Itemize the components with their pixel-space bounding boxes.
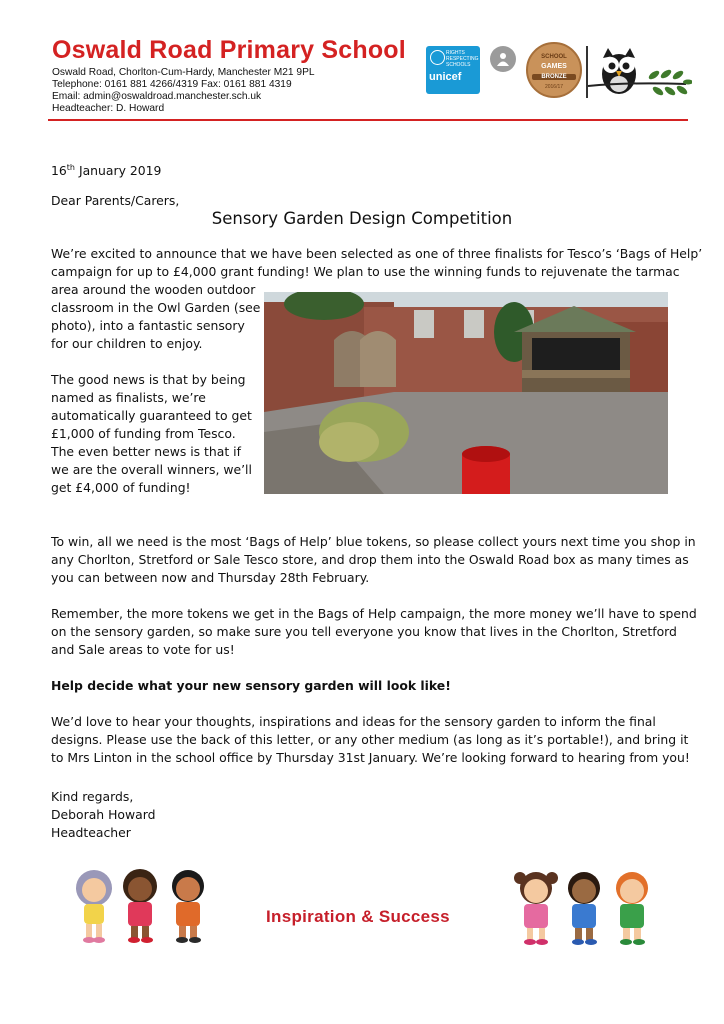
unicef-logo [426, 46, 480, 94]
intro-line: campaign for up to £4,000 grant funding! We plan to use the winning funds to rejuvenate the tarmac [51, 264, 680, 279]
school-email: Email: admin@oswaldroad.manchester.sch.uk [52, 91, 262, 102]
win-line: any Chorlton, Stretford or Sale Tesco store, and drop them into the Oswald Road box as many times as [51, 552, 689, 567]
wrap-line: area around the wooden outdoor [51, 282, 256, 297]
signoff-line: Kind regards, [51, 789, 134, 804]
letter-date: 16th January 2019 [51, 162, 162, 178]
remember-line: and Sale areas to vote for us! [51, 642, 235, 657]
wrap-line: for our children to enjoy. [51, 336, 203, 351]
ideas-line: designs. Please use the back of this letter, or any other medium (as long as it’s portable!), and bring it [51, 732, 689, 747]
grey-badge-logo [487, 46, 519, 94]
header-divider [48, 119, 688, 121]
unicef-name: unicef [429, 71, 462, 83]
school-games-logo [526, 42, 582, 98]
good-news-line: named as finalists, we’re [51, 390, 206, 405]
leaf-branch-icon [588, 64, 692, 100]
school-telephone: Telephone: 0161 881 4266/4319 Fax: 0161 881 4319 [52, 79, 292, 90]
unicef-small-text: RIGHTS RESPECTING SCHOOLS [446, 50, 479, 68]
win-line: To win, all we need is the most ‘Bags of Help’ blue tokens, so please collect yours next time you shop in [51, 534, 696, 549]
ideas-line: We’d love to hear your thoughts, inspirations and ideas for the sensory garden to inform the final [51, 714, 656, 729]
salutation: Dear Parents/Carers, [51, 193, 180, 208]
ideas-line: to Mrs Linton in the school office by Thursday 31st January. We’re looking forward to hearing from you! [51, 750, 690, 765]
wrap-line: photo), into a fantastic sensory [51, 318, 245, 333]
good-news-line: £1,000 of funding from Tesco. [51, 426, 236, 441]
good-news-line: we are the overall winners, we’ll [51, 462, 252, 477]
games-level-text: BRONZE [532, 74, 576, 80]
intro-line: We’re excited to announce that we have been selected as one of three finalists for Tesco’s ‘Bags of Help’ [51, 246, 703, 261]
school-headteacher: Headteacher: D. Howard [52, 103, 165, 114]
games-top-text: SCHOOL [541, 54, 567, 60]
good-news-line: The good news is that by being [51, 372, 246, 387]
games-mid-text: GAMES [541, 63, 567, 70]
signoff-role: Headteacher [51, 825, 131, 840]
letter-title: Sensory Garden Design Competition [211, 209, 513, 228]
good-news-line: The even better news is that if [51, 444, 241, 459]
school-address: Oswald Road, Chorlton-Cum-Hardy, Manchester M21 9PL [52, 67, 315, 78]
signoff-name: Deborah Howard [51, 807, 156, 822]
children-illustration-right [510, 868, 660, 950]
remember-line: on the sensory garden, so make sure you tell everyone you know that lives in the Chorlton, Stretford [51, 624, 677, 639]
children-illustration-left [70, 866, 220, 948]
school-motto: Inspiration & Success [266, 907, 450, 926]
remember-line: Remember, the more tokens we get in the Bags of Help campaign, the more money we’ll have to spend [51, 606, 697, 621]
school-name: Oswald Road Primary School [52, 36, 406, 64]
good-news-line: automatically guaranteed to get [51, 408, 252, 423]
games-year-text: 2016/17 [544, 84, 564, 90]
win-line: you can between now and Thursday 28th February. [51, 570, 370, 585]
help-heading: Help decide what your new sensory garden will look like! [51, 678, 451, 693]
wrap-line: classroom in the Owl Garden (see [51, 300, 261, 315]
owl-garden-photo [264, 292, 668, 494]
good-news-line: get £4,000 of funding! [51, 480, 191, 495]
